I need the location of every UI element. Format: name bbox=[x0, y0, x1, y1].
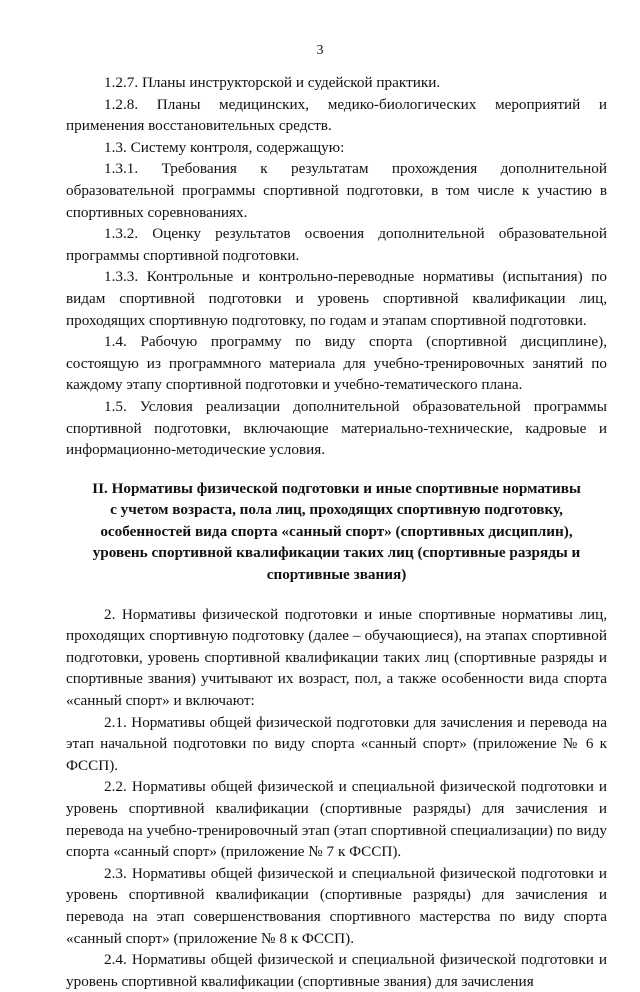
paragraph-1-3-3: 1.3.3. Контрольные и контрольно-переводные нормативы (испытания) по видам спортивной подготовки и уровень спортивной квалификации лиц, проходящих спортивную подготовку, по годам и этапам спортивной подготовки. bbox=[66, 268, 607, 329]
paragraph-2-2: 2.2. Нормативы общей физической и специальной физической подготовки и уровень спортивной квалификации (спортивные разряды) для зачисления и перевода на учебно-тренировочный этап (этап спортивной специализации) по виду спорта «санный спорт» (приложение № 7 к ФССП). bbox=[66, 778, 607, 861]
paragraph-1-3: 1.3. Систему контроля, содержащую: bbox=[104, 138, 345, 156]
paragraph-1-2-8: 1.2.8. Планы медицинских, медико-биологических мероприятий и применения восстановительных средств. bbox=[66, 95, 607, 135]
paragraph-1-5: 1.5. Условия реализации дополнительной образовательной программы спортивной подготовки, включающие материально-технические, кадровые и информационно-методические условия. bbox=[66, 397, 607, 459]
paragraph-1-3-1: 1.3.1. Требования к результатам прохождения дополнительной образовательной программы спортивной подготовки, в том числе к участию в спортивных соревнованиях. bbox=[66, 160, 607, 221]
paragraph-1-2-7: 1.2.7. Планы инструкторской и судейской практики. bbox=[104, 74, 441, 91]
paragraph-2-3: 2.3. Нормативы общей физической и специальной физической подготовки и уровень спортивной квалификации (спортивные разряды) для зачисления и перевода на этап совершенствования спортивного мастерства по виду спорта «санный спорт» (приложение № 8 к ФССП). bbox=[66, 864, 607, 947]
paragraph-2-4: 2.4. Нормативы общей физической и специальной физической подготовки и уровень спортивной квалификации (спортивные звания) для зачисления bbox=[66, 951, 607, 990]
paragraph-2: 2. Нормативы физической подготовки и иные спортивные нормативы лиц, проходящих спортивную подготовку (далее – обучающиеся), на этапах спортивной подготовки, уровень спортивной квалификации таких лиц (спортивные разряды и спортивные звания) учитывают их возраст, пол, а также особенности вида спорта «санный спорт» и включают: bbox=[66, 605, 607, 710]
paragraph-1-3-2: 1.3.2. Оценку результатов освоения дополнительной образовательной программы спортивной подготовки. bbox=[66, 225, 607, 264]
page-number: 3 bbox=[316, 43, 324, 58]
paragraph-1-4: 1.4. Рабочую программу по виду спорта (спортивной дисциплине), состоящую из программного материала для учебно-тренировочных занятий по каждому этапу спортивной подготовки и учебно-тематического плана. bbox=[66, 333, 607, 394]
document-body bbox=[66, 72, 607, 992]
section-heading: II. Нормативы физической подготовки и иные спортивные нормативы с учетом возраста, пола лиц, проходящих спортивную подготовку, особенностей вида спорта «санный спорт» (спортивных дисциплин), уровень спортивной квалификации таких лиц (спортивные разряды и спортивные звания) bbox=[92, 479, 581, 584]
paragraph-2-1: 2.1. Нормативы общей физической подготовки для зачисления и перевода на этап начальной подготовки по виду спорта «санный спорт» (приложение № 6 к ФССП). bbox=[66, 713, 607, 774]
